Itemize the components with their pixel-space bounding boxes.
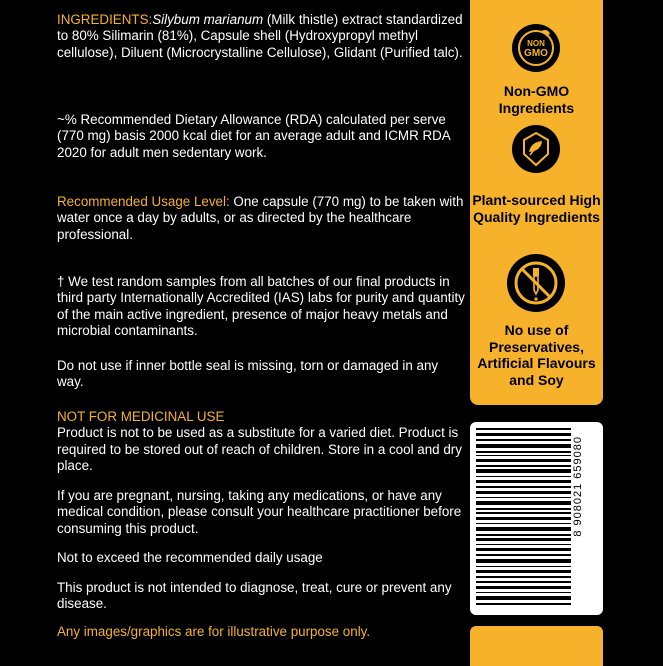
exceed-note: Not to exceed the recommended daily usage [57,550,323,565]
right-edge-stripe [603,0,663,663]
ingredients-paragraph [57,12,467,61]
usage-paragraph [57,194,467,243]
testing-note: † We test random samples from all batches of our final products in third party Internationally Accredited (IAS) labs for purity and quantity of the main active ingredient, presence of major heavy metals and microbial contaminants. [57,274,465,339]
images-note: Any images/graphics are for illustrative purpose only. [57,624,371,639]
not-medicinal-text: Product is not to be used as a substitute for a varied diet. Product is required to be stored out of reach of children. Store in a cool and dry place. [57,425,462,474]
non-gmo-icon [512,24,560,72]
barcode [470,422,603,615]
badge-panel [470,0,603,405]
bottom-accent-tab [470,626,603,666]
svg-text:GMO: GMO [524,48,548,59]
barcode-digits [572,436,588,606]
plant-leaf-icon [512,125,560,173]
seal-note: Do not use if inner bottle seal is missing, torn or damaged in any way. [57,358,439,390]
usage-label: Recommended Usage Level: [57,194,230,209]
not-medicinal-paragraph [57,409,467,475]
barcode-number: 8 908021 659080 [572,436,584,537]
pregnant-note: If you are pregnant, nursing, taking any medications, or have any medical condition, please consult your healthcare practitioner before consuming this product. [57,488,462,536]
ingredients-label: INGREDIENTS: [57,12,153,27]
badge-plant-label: Plant-sourced High Quality Ingredients [472,192,601,225]
usage-text: One capsule (770 mg) to be taken with water once a day by adults, or as directed by the healthcare professional. [57,194,464,242]
botanical-name: Silybum marianum [152,12,264,27]
ingredients-text: (Milk thistle) extract standardized to 80% Silimarin (81%), Capsule shell (Hydroxypropyl methyl cellulose), Diluent (Microcrystalline Cellulose), Glidant (Purified talc). [57,12,463,60]
badge-no-preservatives-label: No use of Preservatives, Artificial Flavours and Soy [477,322,596,388]
badge-non-gmo-label: Non-GMO Ingredients [498,83,575,116]
not-medicinal-label: NOT FOR MEDICINAL USE [57,409,225,424]
svg-text:NON: NON [527,39,545,48]
rda-note: ~% Recommended Dietary Allowance (RDA) calculated per serve (770 mg) basis 2000 kcal diet for an average adult and ICMR RDA 2020 for adult men sedentary work. [57,112,450,160]
barcode-bars [476,428,576,608]
no-dropper-icon [507,254,565,312]
diagnose-note: This product is not intended to diagnose, treat, cure or prevent any disease. [57,580,452,612]
